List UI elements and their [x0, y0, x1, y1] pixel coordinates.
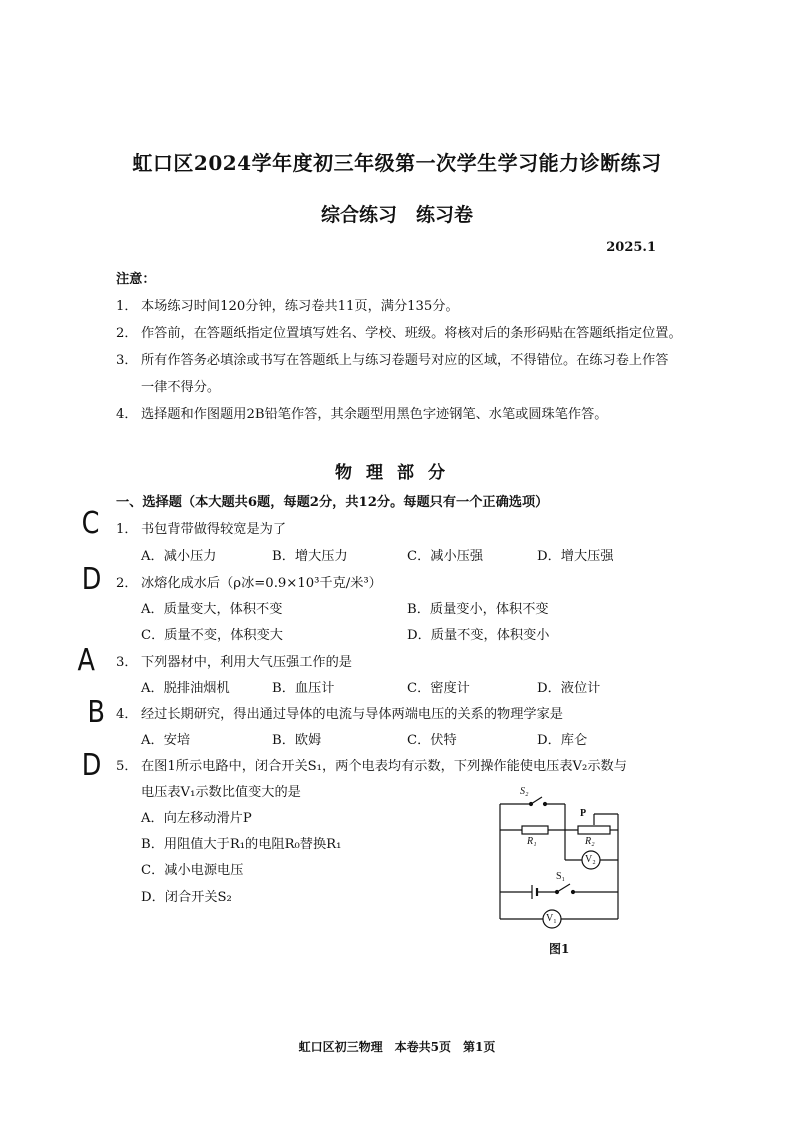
question-stem: 下列器材中，利用大气压强工作的是	[141, 655, 352, 670]
handwritten-answer: A	[77, 643, 95, 678]
question-number: 3．	[116, 655, 138, 670]
option: D．增大压强	[537, 549, 614, 564]
page-subtitle: 综合练习 练习卷	[320, 204, 473, 226]
handwritten-answer: D	[81, 562, 102, 597]
label-v1: V₁	[546, 913, 557, 924]
part-heading: 一、选择题（本大题共6题，每题2分，共12分。每题只有一个正确选项）	[116, 495, 549, 510]
figure-caption: 图1	[549, 942, 570, 956]
notice-label: 注意：	[116, 272, 156, 287]
option: D．库仑	[537, 733, 588, 748]
notice-item-text-cont: 一律不得分。	[141, 380, 221, 395]
label-r2: R₂	[585, 836, 595, 847]
circuit-diagram	[490, 782, 630, 932]
exam-date: 2025.1	[606, 240, 656, 255]
question-number: 1．	[116, 522, 138, 537]
option: B．用阻值大于R₁的电阻R₀替换R₁	[141, 837, 342, 852]
question-number: 5．	[116, 759, 138, 774]
label-r1: R₁	[527, 836, 537, 847]
option: B．增大压力	[272, 549, 348, 564]
option: D．液位计	[537, 681, 601, 696]
question-stem: 冰熔化成水后（ρ冰=0.9×10³千克/米³）	[141, 576, 382, 591]
label-v2: V₂	[585, 854, 596, 865]
option: B．血压计	[272, 681, 335, 696]
notice-item-num: 3．	[116, 353, 138, 368]
option: C．减小压强	[407, 549, 484, 564]
notice-item-num: 2．	[116, 326, 138, 341]
question-stem-cont: 电压表V₁示数比值变大的是	[141, 785, 301, 800]
notice-item-num: 1．	[116, 299, 138, 314]
label-s2: S₂	[520, 786, 529, 797]
notice-item-text: 作答前，在答题纸指定位置填写姓名、学校、班级。将核对后的条形码贴在答题纸指定位置。	[141, 326, 682, 341]
notice-item-num: 4．	[116, 407, 138, 422]
option: C．减小电源电压	[141, 863, 244, 878]
section-title: 物理部分	[335, 463, 459, 483]
question-number: 2．	[116, 576, 138, 591]
option: D．质量不变，体积变小	[407, 628, 550, 643]
notice-item-text: 选择题和作图题用2B铅笔作答，其余题型用黑色字迹钢笔、水笔或圆珠笔作答。	[141, 407, 608, 422]
question-stem: 经过长期研究，得出通过导体的电流与导体两端电压的关系的物理学家是	[141, 707, 563, 722]
notice-item-text: 所有作答务必填涂或书写在答题纸上与练习卷题号对应的区域，不得错位。在练习卷上作答	[141, 353, 669, 368]
option: D．闭合开关S₂	[141, 890, 232, 905]
option: A．脱排油烟机	[141, 681, 230, 696]
handwritten-answer: C	[81, 506, 100, 541]
question-stem: 在图1所示电路中，闭合开关S₁，两个电表均有示数，下列操作能使电压表V₂示数与	[141, 759, 627, 774]
option: A．质量变大，体积不变	[141, 602, 283, 617]
option: B．欧姆	[272, 733, 322, 748]
option: A．减小压力	[141, 549, 217, 564]
option: C．伏特	[407, 733, 457, 748]
option: A．向左移动滑片P	[141, 811, 252, 826]
option: C．质量不变，体积变大	[141, 628, 283, 643]
label-s1: S₁	[556, 871, 566, 882]
question-number: 4．	[116, 707, 138, 722]
option: B．质量变小，体积不变	[407, 602, 549, 617]
notice-item-text: 本场练习时间120分钟，练习卷共11页，满分135分。	[141, 299, 459, 314]
option: A．安培	[141, 733, 191, 748]
handwritten-answer: D	[81, 748, 102, 783]
option: C．密度计	[407, 681, 470, 696]
question-stem: 书包背带做得较宽是为了	[141, 522, 287, 537]
handwritten-answer: B	[87, 695, 106, 730]
page-title: 虹口区2024学年度初三年级第一次学生学习能力诊断练习	[132, 151, 662, 175]
page-footer: 虹口区初三物理 本卷共5页 第1页	[298, 1040, 496, 1054]
label-p: P	[580, 808, 587, 819]
